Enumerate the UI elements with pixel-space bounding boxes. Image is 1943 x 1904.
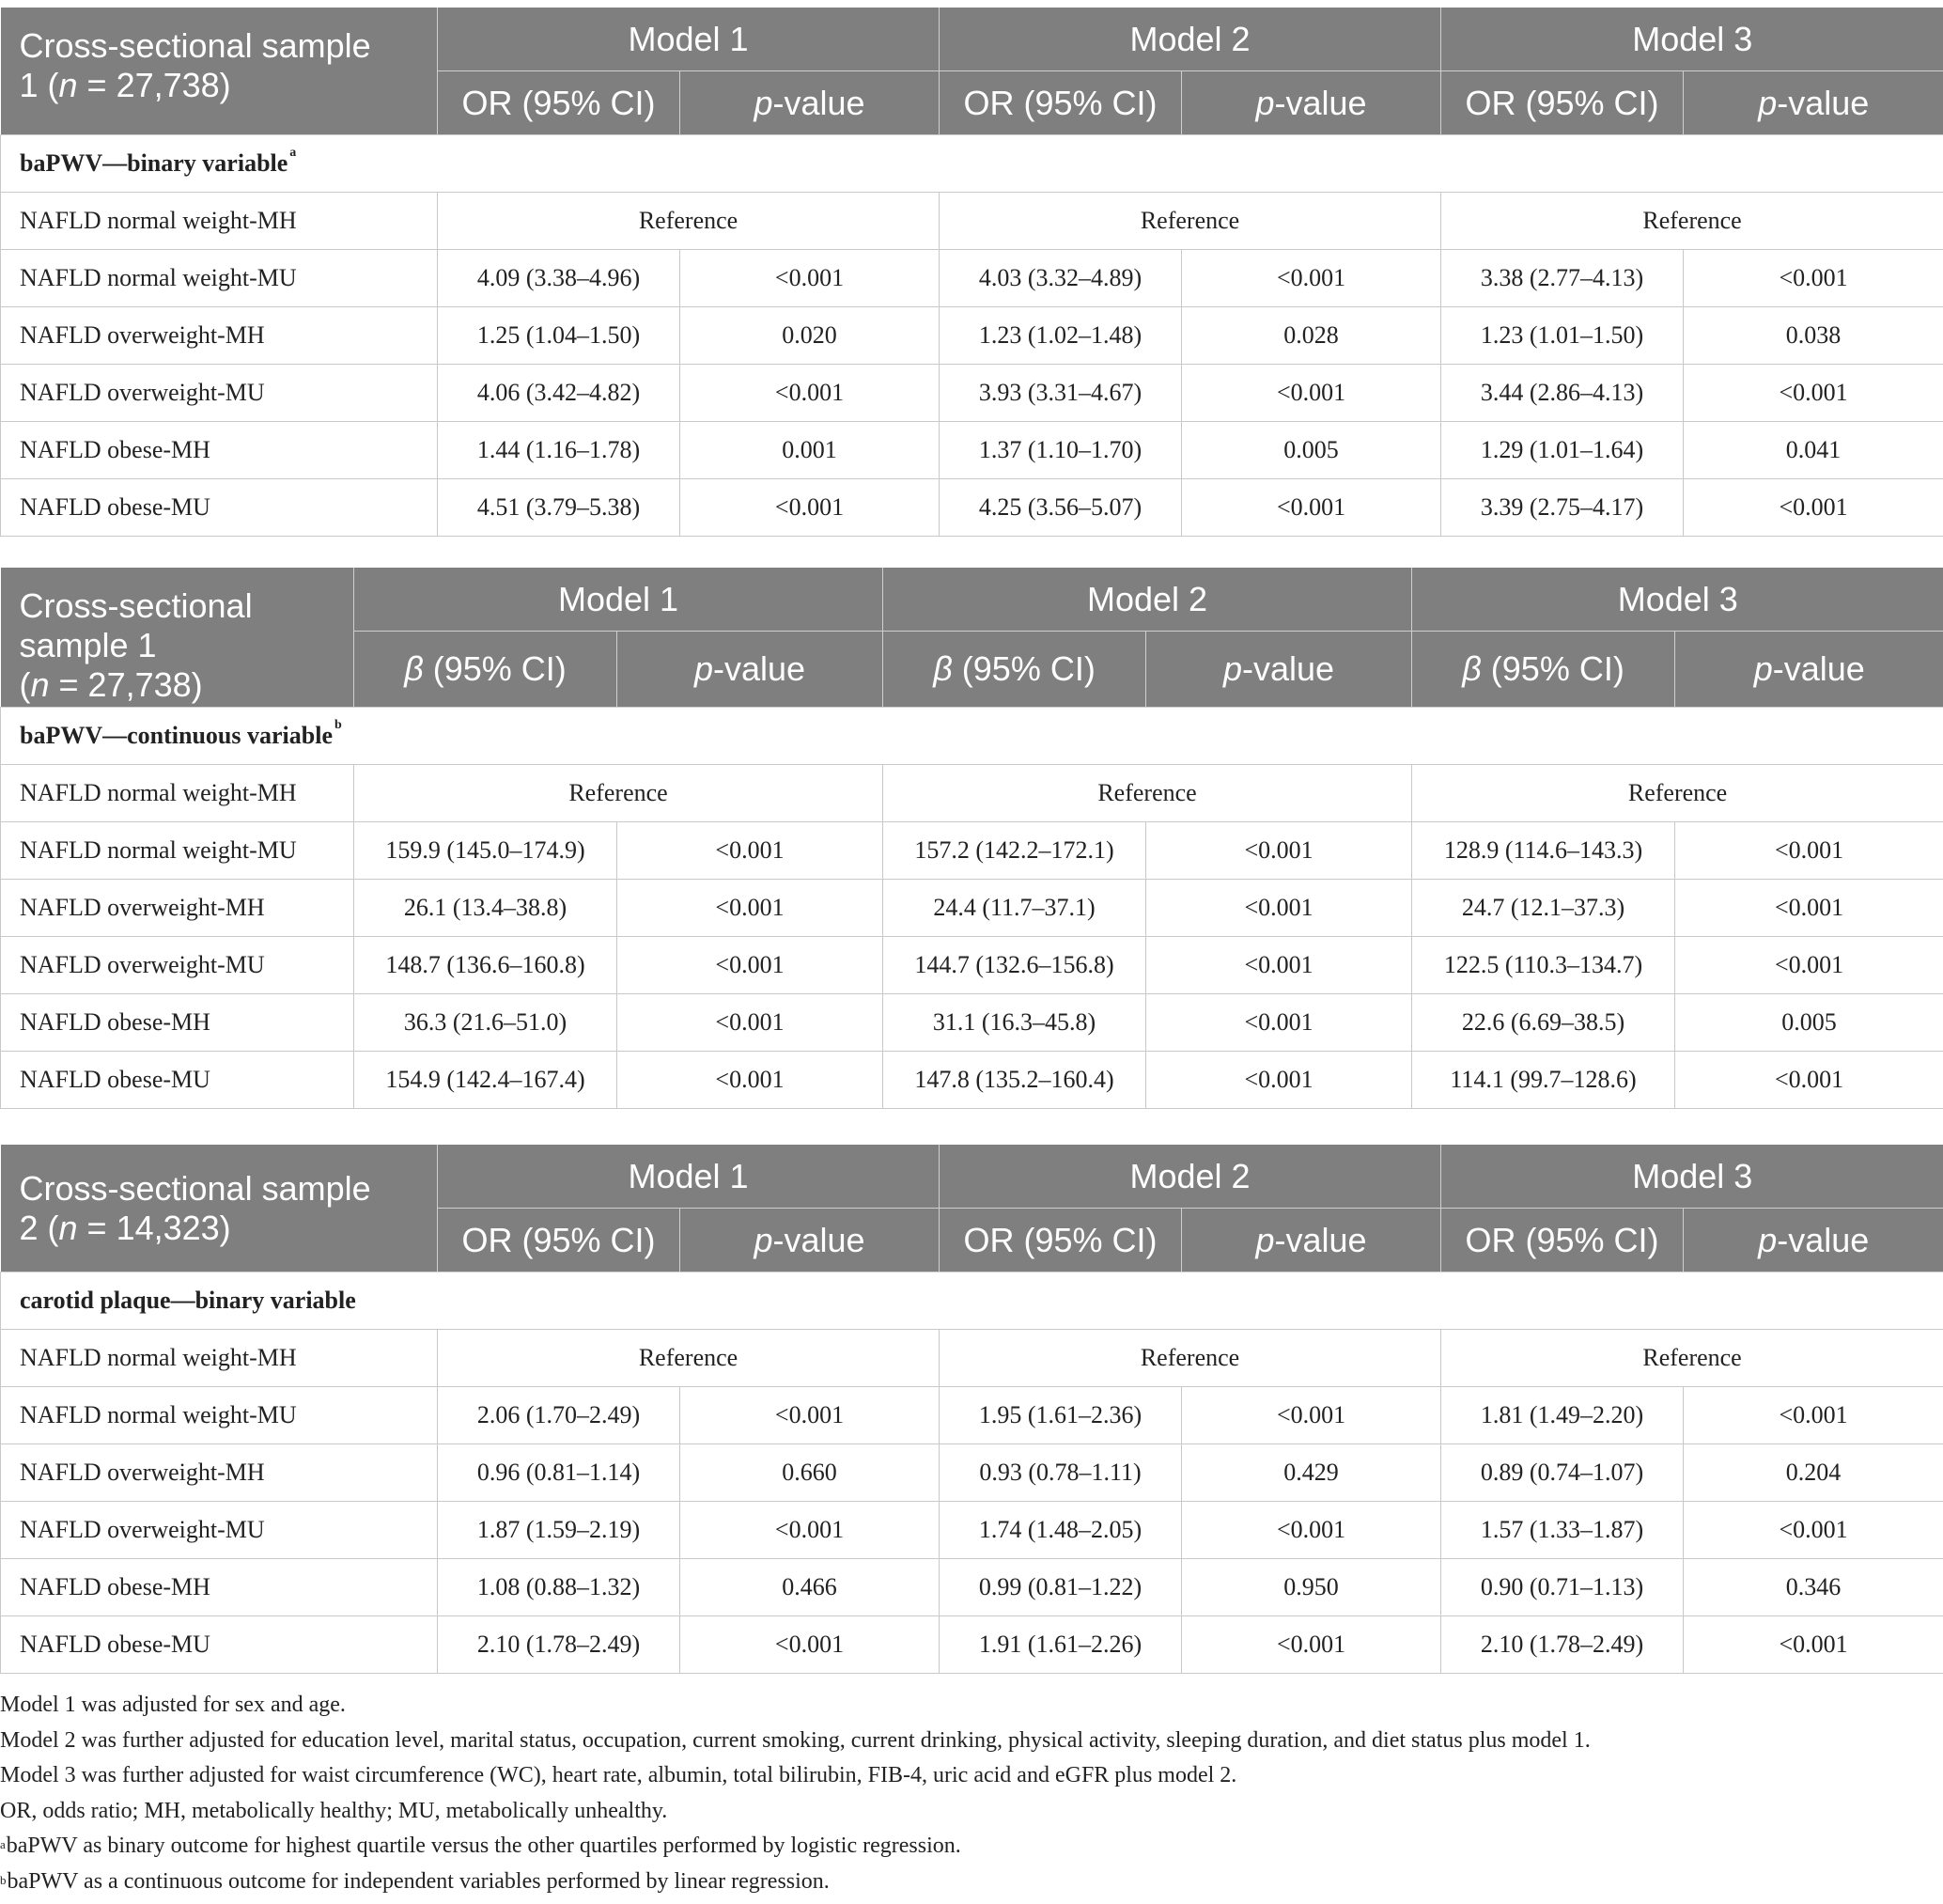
p-value: <0.001	[617, 822, 883, 880]
p-value-column-header: p-value	[1146, 632, 1412, 708]
footnote-b: $^b$baPWV as a continuous outcome for independent variables performed by linear regression.	[0, 1868, 830, 1894]
p-value-column-header: p-value	[680, 71, 940, 135]
or-value: 1.44 (1.16–1.78)	[438, 422, 680, 479]
reference-cell: Reference	[940, 193, 1441, 250]
p-value: <0.001	[1146, 994, 1412, 1052]
reference-row	[1, 193, 1943, 250]
row-label: NAFLD overweight-MH	[1, 880, 354, 937]
table-corner-header: Cross-sectional sample 1 (n = 27,738)	[1, 8, 438, 135]
model-3-header: Model 3	[1441, 1145, 1943, 1209]
table-carotid-plaque	[0, 1145, 1943, 1674]
table-row	[1, 994, 1943, 1052]
beta-value: 148.7 (136.6–160.8)	[354, 937, 617, 994]
model-2-header: Model 2	[940, 1145, 1441, 1209]
footnote-abbreviations: OR, odds ratio; MH, metabolically healthy; MU, metabolically unhealthy.	[0, 1798, 668, 1823]
table-row	[1, 1387, 1943, 1444]
row-label: NAFLD normal weight-MU	[1, 250, 438, 307]
p-value: 0.950	[1182, 1559, 1441, 1616]
table-row	[1, 365, 1943, 422]
table-row	[1, 1502, 1943, 1559]
footnote-a: $^a$baPWV as binary outcome for highest quartile versus the other quartiles performed by logistic regression.	[0, 1834, 961, 1858]
table-row	[1, 1559, 1943, 1616]
or-value: 3.39 (2.75–4.17)	[1441, 479, 1684, 537]
or-value: 4.06 (3.42–4.82)	[438, 365, 680, 422]
footnote-model-1: Model 1 was adjusted for sex and age.	[0, 1693, 346, 1717]
or-value: 1.95 (1.61–2.36)	[940, 1387, 1182, 1444]
reference-row	[1, 765, 1943, 822]
p-value: <0.001	[680, 365, 940, 422]
model-2-header: Model 2	[940, 8, 1441, 71]
p-value-column-header: p-value	[617, 632, 883, 708]
reference-cell: Reference	[883, 765, 1412, 822]
effect-column-header: β (95% CI)	[1412, 632, 1675, 708]
p-value: <0.001	[617, 937, 883, 994]
p-value-column-header: p-value	[1675, 632, 1943, 708]
section-title: baPWV—binary variable $^a$	[1, 135, 1943, 193]
beta-value: 31.1 (16.3–45.8)	[883, 994, 1146, 1052]
row-label: NAFLD normal weight-MH	[1, 193, 438, 250]
p-value: <0.001	[1182, 365, 1441, 422]
row-label: NAFLD obese-MH	[1, 422, 438, 479]
table-footnotes	[0, 1688, 1943, 1899]
beta-value: 128.9 (114.6–143.3)	[1412, 822, 1675, 880]
table-corner-header: Cross-sectional sample 1 (n = 27,738)	[1, 568, 354, 708]
section-title: baPWV—continuous variable $^b$	[1, 708, 1943, 765]
or-value: 0.89 (0.74–1.07)	[1441, 1444, 1684, 1502]
effect-column-header: OR (95% CI)	[1441, 71, 1684, 135]
p-value: <0.001	[1684, 1616, 1943, 1674]
row-label: NAFLD obese-MU	[1, 1052, 354, 1109]
table-row	[1, 1052, 1943, 1109]
p-value: <0.001	[617, 880, 883, 937]
row-label: NAFLD overweight-MH	[1, 307, 438, 365]
table-baPWV-binary	[0, 8, 1943, 537]
or-value: 1.08 (0.88–1.32)	[438, 1559, 680, 1616]
reference-cell: Reference	[1441, 1330, 1943, 1387]
p-value: <0.001	[1182, 1502, 1441, 1559]
p-value: <0.001	[1675, 822, 1943, 880]
or-value: 1.57 (1.33–1.87)	[1441, 1502, 1684, 1559]
beta-value: 22.6 (6.69–38.5)	[1412, 994, 1675, 1052]
effect-column-header: β (95% CI)	[883, 632, 1146, 708]
or-value: 4.03 (3.32–4.89)	[940, 250, 1182, 307]
p-value: <0.001	[1182, 1616, 1441, 1674]
or-value: 0.90 (0.71–1.13)	[1441, 1559, 1684, 1616]
reference-cell: Reference	[940, 1330, 1441, 1387]
or-value: 2.10 (1.78–2.49)	[438, 1616, 680, 1674]
p-value: 0.041	[1684, 422, 1943, 479]
or-value: 2.10 (1.78–2.49)	[1441, 1616, 1684, 1674]
beta-value: 144.7 (132.6–156.8)	[883, 937, 1146, 994]
beta-value: 154.9 (142.4–167.4)	[354, 1052, 617, 1109]
beta-value: 147.8 (135.2–160.4)	[883, 1052, 1146, 1109]
or-value: 2.06 (1.70–2.49)	[438, 1387, 680, 1444]
effect-column-header: OR (95% CI)	[1441, 1209, 1684, 1272]
p-value: <0.001	[1146, 937, 1412, 994]
row-label: NAFLD normal weight-MU	[1, 822, 354, 880]
p-value-column-header: p-value	[1182, 71, 1441, 135]
p-value: 0.038	[1684, 307, 1943, 365]
or-value: 3.38 (2.77–4.13)	[1441, 250, 1684, 307]
or-value: 1.29 (1.01–1.64)	[1441, 422, 1684, 479]
effect-column-header: OR (95% CI)	[438, 1209, 680, 1272]
reference-row	[1, 1330, 1943, 1387]
or-value: 1.25 (1.04–1.50)	[438, 307, 680, 365]
reference-cell: Reference	[438, 1330, 940, 1387]
table-row	[1, 250, 1943, 307]
p-value: <0.001	[1684, 1502, 1943, 1559]
or-value: 4.51 (3.79–5.38)	[438, 479, 680, 537]
or-value: 0.96 (0.81–1.14)	[438, 1444, 680, 1502]
or-value: 1.74 (1.48–2.05)	[940, 1502, 1182, 1559]
or-value: 1.23 (1.02–1.48)	[940, 307, 1182, 365]
beta-value: 26.1 (13.4–38.8)	[354, 880, 617, 937]
reference-cell: Reference	[354, 765, 883, 822]
p-value: <0.001	[1684, 250, 1943, 307]
p-value: <0.001	[1146, 880, 1412, 937]
table-row	[1, 937, 1943, 994]
effect-column-header: OR (95% CI)	[940, 71, 1182, 135]
model-3-header: Model 3	[1412, 568, 1943, 632]
or-value: 1.81 (1.49–2.20)	[1441, 1387, 1684, 1444]
reference-cell: Reference	[438, 193, 940, 250]
p-value: <0.001	[1182, 479, 1441, 537]
section-title: carotid plaque—binary variable	[1, 1272, 1943, 1330]
p-value-column-header: p-value	[680, 1209, 940, 1272]
p-value: 0.020	[680, 307, 940, 365]
p-value: 0.346	[1684, 1559, 1943, 1616]
or-value: 4.25 (3.56–5.07)	[940, 479, 1182, 537]
p-value-column-header: p-value	[1684, 1209, 1943, 1272]
reference-cell: Reference	[1441, 193, 1943, 250]
or-value: 1.23 (1.01–1.50)	[1441, 307, 1684, 365]
table-corner-header: Cross-sectional sample 2 (n = 14,323)	[1, 1145, 438, 1272]
or-value: 3.44 (2.86–4.13)	[1441, 365, 1684, 422]
p-value: <0.001	[1675, 880, 1943, 937]
effect-column-header: OR (95% CI)	[438, 71, 680, 135]
footnote-model-2: Model 2 was further adjusted for education level, marital status, occupation, current smoking, current drinking, physical activity, sleeping duration, and diet status plus model 1.	[0, 1727, 1591, 1753]
or-value: 0.99 (0.81–1.22)	[940, 1559, 1182, 1616]
p-value: 0.005	[1675, 994, 1943, 1052]
table-row	[1, 307, 1943, 365]
footnote-model-3: Model 3 was further adjusted for waist circumference (WC), heart rate, albumin, total bilirubin, FIB-4, uric acid and eGFR plus model 2.	[0, 1763, 1237, 1787]
beta-value: 36.3 (21.6–51.0)	[354, 994, 617, 1052]
beta-value: 24.7 (12.1–37.3)	[1412, 880, 1675, 937]
table-row	[1, 1444, 1943, 1502]
table-row	[1, 479, 1943, 537]
p-value: <0.001	[1684, 479, 1943, 537]
row-label: NAFLD normal weight-MU	[1, 1387, 438, 1444]
or-value: 4.09 (3.38–4.96)	[438, 250, 680, 307]
effect-column-header: OR (95% CI)	[940, 1209, 1182, 1272]
row-label: NAFLD obese-MH	[1, 994, 354, 1052]
beta-value: 114.1 (99.7–128.6)	[1412, 1052, 1675, 1109]
p-value: <0.001	[680, 250, 940, 307]
or-value: 1.91 (1.61–2.26)	[940, 1616, 1182, 1674]
p-value: 0.204	[1684, 1444, 1943, 1502]
p-value: <0.001	[1182, 250, 1441, 307]
model-1-header: Model 1	[438, 8, 940, 71]
effect-column-header: β (95% CI)	[354, 632, 617, 708]
reference-cell: Reference	[1412, 765, 1943, 822]
model-1-header: Model 1	[438, 1145, 940, 1209]
p-value: <0.001	[680, 1502, 940, 1559]
row-label: NAFLD normal weight-MH	[1, 765, 354, 822]
p-value: 0.429	[1182, 1444, 1441, 1502]
table-baPWV-continuous	[0, 568, 1943, 1109]
row-label: NAFLD obese-MU	[1, 479, 438, 537]
p-value: 0.466	[680, 1559, 940, 1616]
model-3-header: Model 3	[1441, 8, 1943, 71]
model-2-header: Model 2	[883, 568, 1412, 632]
or-value: 1.87 (1.59–2.19)	[438, 1502, 680, 1559]
row-label: NAFLD overweight-MU	[1, 937, 354, 994]
row-label: NAFLD obese-MU	[1, 1616, 438, 1674]
p-value-column-header: p-value	[1182, 1209, 1441, 1272]
row-label: NAFLD overweight-MU	[1, 365, 438, 422]
row-label: NAFLD obese-MH	[1, 1559, 438, 1616]
p-value: 0.660	[680, 1444, 940, 1502]
table-row	[1, 880, 1943, 937]
p-value: 0.028	[1182, 307, 1441, 365]
p-value: <0.001	[1684, 1387, 1943, 1444]
row-label: NAFLD normal weight-MH	[1, 1330, 438, 1387]
table-row	[1, 422, 1943, 479]
p-value: <0.001	[617, 1052, 883, 1109]
table-row	[1, 1616, 1943, 1674]
p-value: <0.001	[680, 479, 940, 537]
p-value: <0.001	[680, 1387, 940, 1444]
p-value: <0.001	[1146, 1052, 1412, 1109]
beta-value: 159.9 (145.0–174.9)	[354, 822, 617, 880]
p-value: <0.001	[1675, 1052, 1943, 1109]
p-value: <0.001	[680, 1616, 940, 1674]
p-value: <0.001	[1182, 1387, 1441, 1444]
or-value: 0.93 (0.78–1.11)	[940, 1444, 1182, 1502]
p-value: 0.005	[1182, 422, 1441, 479]
or-value: 3.93 (3.31–4.67)	[940, 365, 1182, 422]
beta-value: 24.4 (11.7–37.1)	[883, 880, 1146, 937]
p-value: 0.001	[680, 422, 940, 479]
row-label: NAFLD overweight-MU	[1, 1502, 438, 1559]
p-value: <0.001	[617, 994, 883, 1052]
p-value: <0.001	[1146, 822, 1412, 880]
p-value: <0.001	[1684, 365, 1943, 422]
model-1-header: Model 1	[354, 568, 883, 632]
p-value: <0.001	[1675, 937, 1943, 994]
beta-value: 122.5 (110.3–134.7)	[1412, 937, 1675, 994]
p-value-column-header: p-value	[1684, 71, 1943, 135]
or-value: 1.37 (1.10–1.70)	[940, 422, 1182, 479]
beta-value: 157.2 (142.2–172.1)	[883, 822, 1146, 880]
row-label: NAFLD overweight-MH	[1, 1444, 438, 1502]
table-row	[1, 822, 1943, 880]
